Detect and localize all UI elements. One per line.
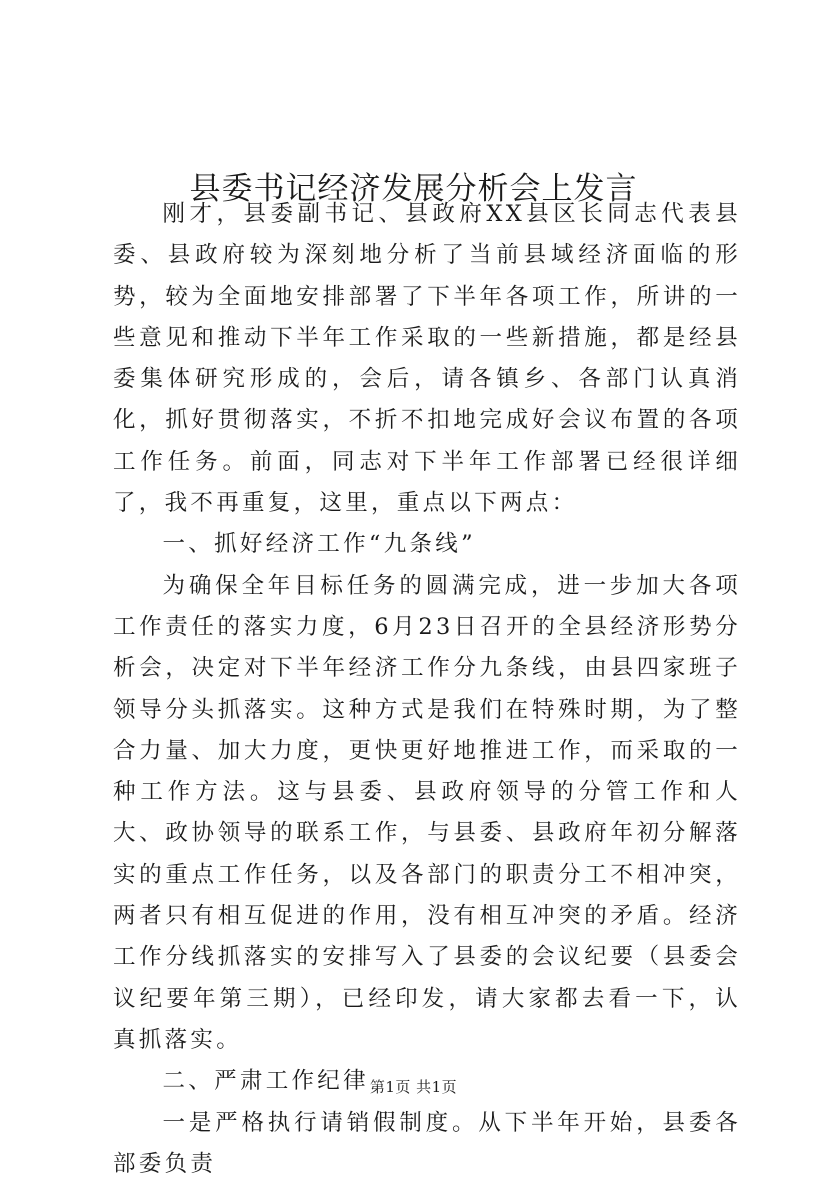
section-heading-1: 一、抓好经济工作“九条线” bbox=[162, 531, 476, 558]
document-title: 县委书记经济发展分析会上发言 bbox=[189, 170, 638, 207]
paragraph-section-1: 为确保全年目标任务的圆满完成，进一步加大各项工作责任的落实力度，6月23日召开的全县经济形势分析会，决定对下半年经济工作分九条线，由县四家班子领导分头抓落实。这种方式是我们在特殊时期，为了整合力量、加大力度，更快更好地推进工作，而采取的一种工作方法。这与县委、县政府领导的分管工作和人大、政协领导的联系工作，与县委、县政府年初分解落实的重点工作任务，以及各部门的职责分工不相冲突，两者只有相互促进的作用，没有相互冲突的矛盾。经济工作分线抓落实的安排写入了县委的会议纪要（县委会议纪要年第三期），已经印发，请大家都去看一下，认真抓落实。 bbox=[113, 572, 741, 1053]
section-heading-2: 二、严肃工作纪律 bbox=[162, 1068, 369, 1095]
document-body bbox=[113, 194, 741, 1185]
paragraph-section-2: 一是严格执行请销假制度。从下半年开始，县委各部委负责 bbox=[113, 1109, 741, 1177]
page-number-footer: 第1页 共1页 bbox=[369, 1078, 458, 1096]
paragraph-intro: 刚才，县委副书记、县政府XX县区长同志代表县委、县政府较为深刻地分析了当前县域经济面临的形势，较为全面地安排部署了下半年各项工作，所讲的一些意见和推动下半年工作采取的一些新措施，都是经县委集体研究形成的，会后，请各镇乡、各部门认真消化，抓好贯彻落实，不折不扣地完成好会议布置的各项工作任务。前面，同志对下半年工作部署已经很详细了，我不再重复，这里，重点以下两点： bbox=[113, 201, 741, 517]
